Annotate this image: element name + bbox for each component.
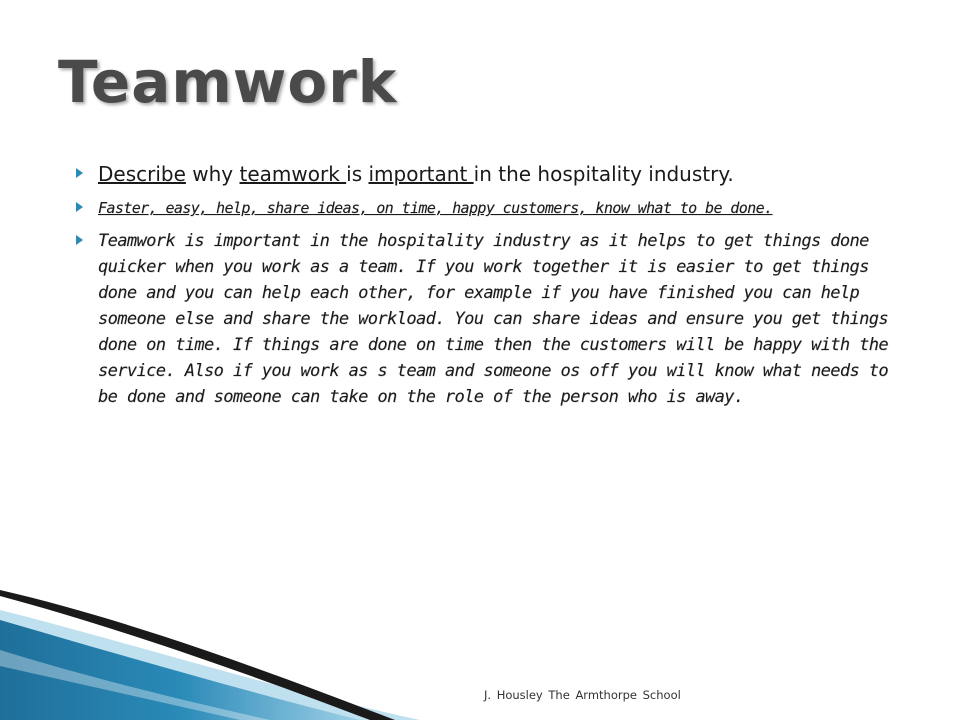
bullet-answer bbox=[76, 228, 906, 410]
bullet-keywords bbox=[76, 196, 906, 220]
question-part-important: important bbox=[368, 162, 474, 186]
bullet-question bbox=[76, 160, 906, 188]
question-part-teamwork: teamwork bbox=[239, 162, 347, 186]
bullet-arrow-icon bbox=[76, 235, 83, 245]
corner-swoosh-decoration bbox=[0, 590, 420, 720]
bullet-arrow-icon bbox=[76, 202, 83, 212]
slide-title: Teamwork bbox=[58, 48, 398, 116]
bullet-list bbox=[76, 160, 906, 418]
question-part-describe: Describe bbox=[98, 162, 186, 186]
bullet-arrow-icon bbox=[76, 168, 83, 178]
footer-credit: J. Housley The Armthorpe School bbox=[484, 688, 681, 702]
question-part-industry: in the hospitality industry. bbox=[473, 162, 734, 186]
keywords-text: Faster, easy, help, share ideas, on time, happy customers, know what to be done. bbox=[98, 199, 773, 217]
answer-paragraph: Teamwork is important in the hospitality industry as it helps to get things done quicker when you work as a team. If you work together it is easier to get things done and you can help each other, for example if you have finished you can help someone else and share the workload. You can share ideas and ensure you get things done on time. If things are done on time then the customers will be happy with the service. Also if you work as s team and someone os off you will know what needs to be done and someone can take on the role of the person who is away. bbox=[98, 231, 889, 407]
question-part-why: why bbox=[185, 162, 240, 186]
question-part-is: is bbox=[346, 162, 369, 186]
